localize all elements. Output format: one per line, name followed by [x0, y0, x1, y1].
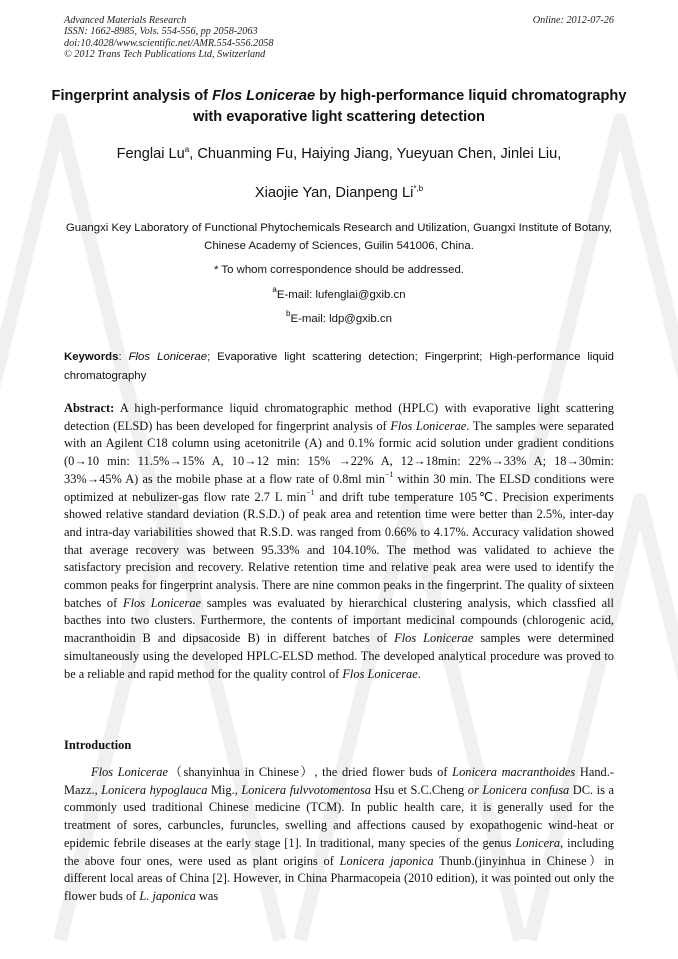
- keyword-italic: Flos Lonicerae: [128, 351, 208, 363]
- intro-text: DC. is a commonly used traditional Chinese medicine (TCM). In public health care, it is generally used for the treatment of sores, carbuncles, furuncles, swelling and affections caused by exopathogenic wind-heat or epidemic febrile diseases at the early stage [1]. In traditional, many species of the genus: [64, 782, 615, 850]
- intro-text: , including the above four ones, were used as plant origins of: [64, 835, 614, 868]
- paper-title: [40, 86, 638, 128]
- email-sup: a: [272, 285, 277, 294]
- email-b: [40, 311, 638, 327]
- author-names: Xiaojie Yan, Dianpeng Li: [254, 185, 414, 201]
- journal-issn: ISSN: 1662-8985, Vols. 554-556, pp 2058-2063: [64, 26, 258, 38]
- intro-italic: L. japonica: [139, 888, 196, 903]
- abstract-sup: −1: [306, 487, 315, 497]
- affiliation: Guangxi Key Laboratory of Functional Phytochemicals Research and Utilization, Guangxi Institute of Botany, Chinese Academy of Sciences, Guilin 541006, China.: [65, 222, 613, 252]
- title-text: Fingerprint analysis of: [51, 88, 213, 104]
- intro-italic: Lonicera hypoglauca: [101, 782, 208, 797]
- introduction-paragraph: [64, 764, 614, 906]
- author-line-1: [40, 145, 638, 163]
- intro-text: Hand.-Mazz.,: [64, 765, 614, 797]
- journal-header: [64, 15, 273, 61]
- keywords: [64, 348, 614, 386]
- author-name: Fenglai Lu: [116, 146, 185, 162]
- abstract-sup: −1: [384, 469, 394, 479]
- intro-italic: Lonicera macranthoides: [452, 765, 576, 779]
- email-sup: b: [286, 309, 291, 318]
- email-text: E-mail: ldp@gxib.cn: [290, 313, 392, 325]
- abstract-text: . The samples were separated with an Agilent C18 column using acetonitrile (A) and 0.1% formic acid solution under gradient conditions (0→10 min: 11.5%→15% A, 10→12 min: 15% →22% A, 12→18min: 22%→33% A; 18→30min: 33%→45% A) as the mobile phase at a flow rate of 0.8ml min: [64, 418, 614, 486]
- intro-text: （shanyinhua in Chinese）, the dried flower buds of: [167, 765, 453, 779]
- online-date: Online: 2012-07-26: [532, 15, 614, 26]
- correspondence-note: * To whom correspondence should be addressed.: [214, 264, 464, 276]
- intro-text: Hsu et S.C.Cheng: [370, 782, 468, 797]
- journal-name: Advanced Materials Research: [64, 15, 187, 26]
- abstract-italic: Flos Lonicerae: [394, 631, 474, 646]
- journal-copyright: © 2012 Trans Tech Publications Ltd, Switzerland: [64, 49, 266, 61]
- intro-text: was: [195, 888, 219, 903]
- email-text: E-mail: lufenglai@gxib.cn: [276, 289, 406, 301]
- abstract-text: within 30 min. The ELSD conditions were optimized at nebulizer-gas flow rate 2.7 L min: [64, 471, 614, 504]
- abstract-text: A high-performance liquid chromatographic method (HPLC) with evaporative light scattering detection (ELSD) has been developed for fingerprint analysis of: [64, 401, 614, 433]
- title-italic: Flos Lonicerae: [212, 88, 316, 104]
- keywords-label: Keywords: [64, 351, 119, 363]
- intro-italic: Lonicera: [515, 835, 561, 850]
- abstract-text: .: [417, 666, 421, 681]
- intro-italic: or Lonicera confusa: [467, 782, 570, 797]
- email-a: [40, 287, 638, 303]
- intro-text: Thunb.(jinyinhua in Chinese）in different local areas of China [2]. However, in China Pharmacopeia (2010 edition), it was pointed out only the flower buds of: [64, 853, 614, 903]
- author-names: , Chuanming Fu, Haiying Jiang, Yueyuan Chen, Jinlei Liu,: [189, 146, 562, 162]
- author-sup: *,b: [413, 184, 424, 193]
- abstract-text: and drift tube temperature 105℃. Precision experiments showed relative standard deviation (R.S.D.) of peak area and retention time were better than 2.5%, inter-day and intra-day variabilities showed that R.S.D. was ranged from 0.66% to 4.17%. Accuracy validation showed that average recovery was between 95.33% and 104.10%. The method was validated to achieve the satisfactory precision and recovery. Relative retention time and relative peak area were used to identify the common peaks for fingerprint analysis. There are nine common peaks in the fingerprint. The quality of sixteen batches of: [64, 489, 614, 610]
- abstract-italic: Flos Lonicerae: [123, 595, 202, 610]
- intro-italic: Lonicera fulvvotomentosa: [241, 782, 371, 797]
- title-text-end: by high-performance liquid chromatography with evaporative light scattering detection: [193, 88, 627, 125]
- abstract-italic: Flos Lonicerae: [342, 666, 418, 681]
- introduction-heading: Introduction: [64, 738, 132, 752]
- author-sup: a: [184, 145, 190, 154]
- keywords-sep: :: [118, 351, 129, 363]
- abstract: [64, 400, 614, 683]
- abstract-text: samples were determined simultaneously using the developed HPLC-ELSD method. The developed analytical procedure was proved to be a reliable and rapid method for the quality control of: [64, 631, 614, 681]
- keywords-text: ; Evaporative light scattering detection; Fingerprint; High-performance liquid chromatography: [64, 351, 614, 382]
- intro-italic: Flos Lonicerae: [91, 765, 168, 779]
- abstract-italic: Flos Lonicerae: [390, 418, 467, 433]
- intro-text: Mig.,: [207, 782, 242, 797]
- author-line-2: [40, 184, 638, 202]
- abstract-label: Abstract:: [64, 401, 115, 415]
- journal-doi: doi:10.4028/www.scientific.net/AMR.554-556.2058: [64, 37, 274, 49]
- abstract-text: samples was evaluated by hierarchical clustering analysis, which classfied all bacthes into two clusters. Furthermore, the contents of important medicinal compounds (chlorogenic acid, macranthoidin B and dipsacoside B) in different batches of: [64, 595, 615, 646]
- intro-italic: Lonicera japonica: [339, 853, 434, 868]
